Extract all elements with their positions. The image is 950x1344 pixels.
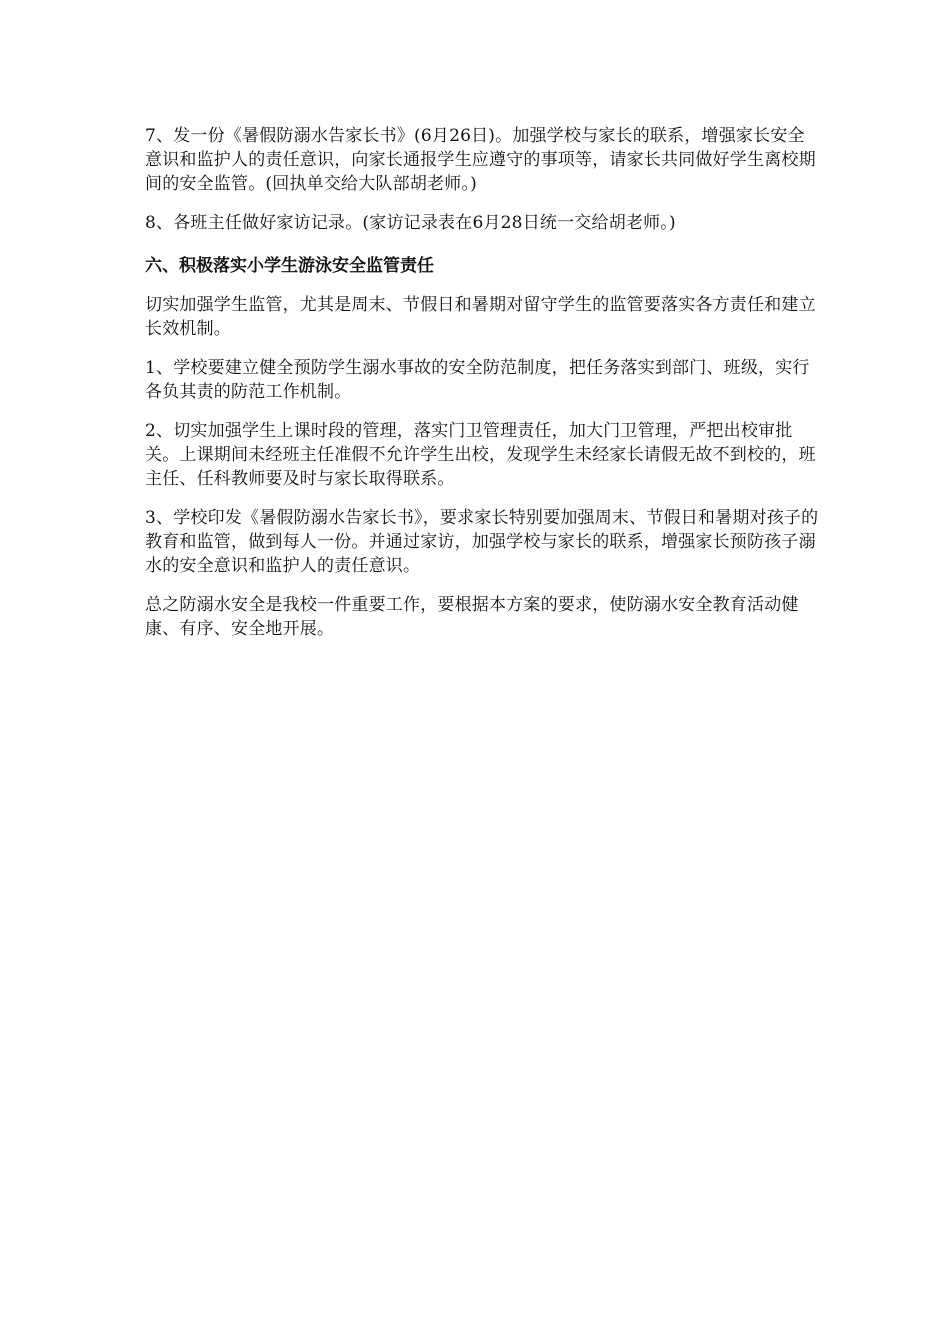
conclusion-paragraph: 总之防溺水安全是我校一件重要工作，要根据本方案的要求，使防溺水安全教育活动健康、有序、安全地开展。 [145, 595, 799, 639]
section-heading: 六、积极落实小学生游泳安全监管责任 [145, 256, 434, 276]
section-paragraph-1: 1、学校要建立健全预防学生溺水事故的安全防范制度，把任务落实到部门、班级，实行各负其责的防范工作机制。 [145, 358, 810, 402]
section-paragraph-2: 2、切实加强学生上课时段的管理，落实门卫管理责任，加大门卫管理，严把出校审批关。上课期间未经班主任准假不允许学生出校，发现学生未经家长请假无故不到校的，班主任、任科教师要及时与家长取得联系。 [145, 421, 816, 489]
document-body [145, 124, 820, 656]
paragraph-item-8: 8、各班主任做好家访记录。(家访记录表在6月28日统一交给胡老师。) [145, 213, 676, 233]
section-intro-paragraph: 切实加强学生监管，尤其是周末、节假日和暑期对留守学生的监管要落实各方责任和建立长效机制。 [145, 295, 816, 339]
paragraph-item-7: 7、发一份《暑假防溺水告家长书》(6月26日)。加强学校与家长的联系，增强家长安全意识和监护人的责任意识，向家长通报学生应遵守的事项等，请家长共同做好学生离校期间的安全监管。(回执单交给大队部胡老师。) [145, 126, 816, 194]
section-paragraph-3: 3、学校印发《暑假防溺水告家长书》，要求家长特别要加强周末、节假日和暑期对孩子的教育和监管，做到每人一份。并通过家访，加强学校与家长的联系，增强家长预防孩子溺水的安全意识和监护人的责任意识。 [145, 508, 819, 576]
